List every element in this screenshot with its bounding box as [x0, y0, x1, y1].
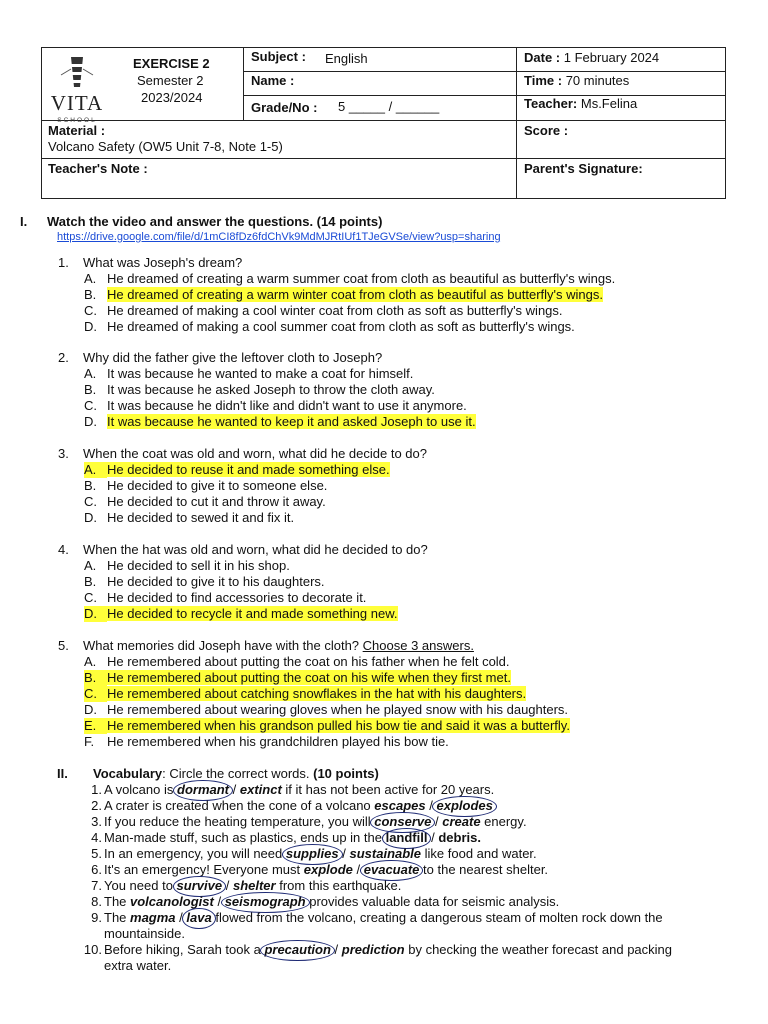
q1-option-b: B. He dreamed of creating a warm winter coat from cloth as beautiful as butterfly's wings. [84, 287, 603, 302]
q2-option-c: C. It was because he didn't like and didn't want to use it anymore. [84, 398, 467, 413]
q1-option-d: D. He dreamed of making a cool summer coat from cloth as soft as butterfly's wings. [84, 319, 575, 334]
q5-option-e: E. He remembered when his grandson pulled his bow tie and said it was a butterfly. [84, 718, 570, 733]
q3-option-a: A. He decided to reuse it and made something else. [84, 462, 390, 477]
q2-option-b: B. It was because he asked Joseph to throw the cloth away. [84, 382, 435, 397]
name-label: Name : [251, 73, 295, 88]
q2-option-d: D. It was because he wanted to keep it and asked Joseph to use it. [84, 414, 476, 429]
q2-option-a: A. It was because he wanted to make a coat for himself. [84, 366, 414, 381]
grade-value: 5 _____ / ______ [338, 99, 440, 114]
vocab-item-5: 5. In an emergency, you will need supplies / sustainable like food and water. [91, 846, 537, 861]
q3-option-c: C. He decided to cut it and throw it away. [84, 494, 326, 509]
material-value: Volcano Safety (OW5 Unit 7-8, Note 1-5) [48, 139, 283, 154]
question-3: 3. When the coat was old and worn, what did he decide to do? [58, 446, 427, 461]
svg-text:VITA: VITA [50, 91, 104, 115]
svg-text:SCHOOL: SCHOOL [57, 117, 97, 124]
grade-label: Grade/No : [251, 100, 318, 115]
date-field: Date : 1 February 2024 [524, 50, 660, 65]
teacher-field: Teacher: Ms.Felina [524, 96, 638, 111]
q4-option-a: A. He decided to sell it in his shop. [84, 558, 290, 573]
header-table [41, 47, 726, 199]
q5-option-f: F. He remembered when his grandchildren played his bow tie. [84, 734, 449, 749]
vocab-item-10-continued: extra water. [104, 958, 172, 973]
academic-year: 2023/2024 [141, 90, 203, 105]
subject-value: English [325, 51, 368, 66]
q1-option-c: C. He dreamed of making a cool winter coat from cloth as soft as butterfly's wings. [84, 303, 563, 318]
vocab-item-6: 6. It's an emergency! Everyone must explode / evacuate to the nearest shelter. [91, 862, 549, 877]
q5-option-d: D. He remembered about wearing gloves when he played snow with his daughters. [84, 702, 569, 717]
q5-option-a: A. He remembered about putting the coat on his father when he felt cold. [84, 654, 510, 669]
q5-option-c: C. He remembered about catching snowflakes in the hat with his daughters. [84, 686, 527, 701]
q4-option-c: C. He decided to find accessories to decorate it. [84, 590, 367, 605]
q1-option-a: A. He dreamed of creating a warm summer coat from cloth as beautiful as butterfly's wings. [84, 271, 616, 286]
q3-option-b: B. He decided to give it to someone else. [84, 478, 328, 493]
subject-label: Subject : [251, 49, 306, 64]
q5-option-b: B. He remembered about putting the coat on his wife when they first met. [84, 670, 511, 685]
section-2-title: Vocabulary: Circle the correct words. (10 points) [93, 766, 379, 781]
question-4: 4. When the hat was old and worn, what did he decided to do? [58, 542, 428, 557]
vocab-item-7: 7. You need to survive / shelter from this earthquake. [91, 878, 402, 893]
vocab-item-4: 4. Man-made stuff, such as plastics, ends up in the landfill / debris. [91, 830, 481, 845]
score-label: Score : [524, 123, 569, 138]
vocab-item-9-continued: mountainside. [104, 926, 185, 941]
parent-signature-label: Parent's Signature: [524, 161, 643, 176]
exercise-title: EXERCISE 2 [133, 56, 210, 71]
material-label: Material : [48, 123, 106, 138]
question-5: 5. What memories did Joseph have with the cloth? Choose 3 answers. [58, 638, 474, 653]
q3-option-d: D. He decided to sewed it and fix it. [84, 510, 295, 525]
vocab-item-9: 9. The magma / lava flowed from the volcano, creating a dangerous steam of molten rock down the [91, 910, 663, 925]
vocab-item-3: 3. If you reduce the heating temperature, you will conserve / create energy. [91, 814, 527, 829]
semester: Semester 2 [137, 73, 204, 88]
question-1: 1. What was Joseph's dream? [58, 255, 243, 270]
teacher-note-label: Teacher's Note : [48, 161, 148, 176]
section-1-number: I. [20, 214, 28, 229]
section-1-title: Watch the video and answer the questions. (14 points) [47, 214, 383, 229]
time-field: Time : 70 minutes [524, 73, 630, 88]
vocab-item-8: 8. The volcanologist / seismograph provides valuable data for seismic analysis. [91, 894, 560, 909]
school-logo [47, 53, 107, 125]
video-link[interactable]: https://drive.google.com/file/d/1mCI8fDz6fdChVk9MdMJRtIUf1TJeGVSe/view?usp=sharing [57, 231, 501, 243]
vocab-item-10: 10. Before hiking, Sarah took a precaution / prediction by checking the weather forecast and packing [83, 942, 673, 957]
vocab-item-2: 2. A crater is created when the cone of a volcano escapes / explodes [91, 798, 493, 813]
question-2: 2. Why did the father give the leftover cloth to Joseph? [58, 350, 383, 365]
vocab-item-1: 1. A volcano is dormant / extinct if it has not been active for 20 years. [91, 782, 495, 797]
section-2-number: II. [57, 766, 68, 781]
q4-option-b: B. He decided to give it to his daughters. [84, 574, 325, 589]
q4-option-d: D. He decided to recycle it and made something new. [84, 606, 398, 621]
